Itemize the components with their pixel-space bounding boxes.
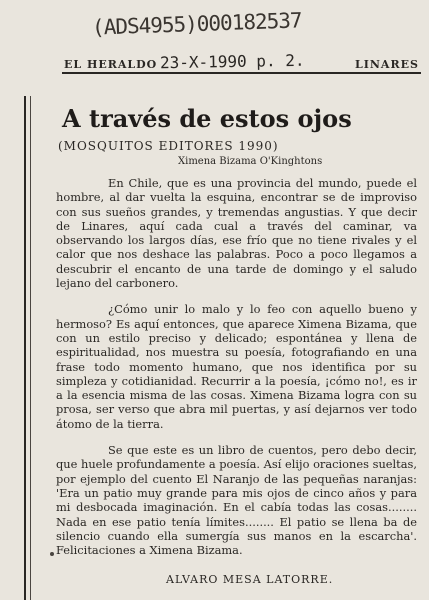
- newspaper-name: EL HERALDO: [64, 58, 158, 71]
- date-handwritten: [160, 51, 305, 73]
- masthead-rule: [62, 72, 421, 74]
- book-author: Ximena Bizama O'Kinghtons: [178, 156, 323, 167]
- article-signature: ALVARO MESA LATORRE.: [166, 573, 334, 586]
- article-body: [56, 176, 417, 569]
- ink-speck: [50, 552, 54, 556]
- city-name: LINARES: [355, 58, 419, 71]
- article-subtitle: (MOSQUITOS EDITORES 1990): [58, 139, 279, 153]
- date-value: 23-X-1990: [159, 51, 247, 73]
- column-rule: [24, 96, 26, 600]
- paragraph: ¿Cómo unir lo malo y lo feo con aquello bueno y hermoso? Es aquí entonces, que aparece Ximena Bizama, que con un estilo preciso y delicado; espontánea y llena de espiritualidad, nos muestra su poesía, fotografiando en una frase todo momento humano, que nos identifica por su simpleza y cotidianidad. Recurrir a la poesía, ¡cómo no!, es ir a la esencia misma de las cosas. Ximena Bizama logra con su prosa, ser verso que abra mil puertas, y así dejarnos ver todo átomo de la tierra.: [56, 302, 417, 431]
- archive-code-handwritten: (ADS4955)000182537: [91, 8, 302, 40]
- article-title: A través de estos ojos: [62, 104, 352, 133]
- column-rule-inner: [30, 96, 31, 600]
- paragraph: Se que este es un libro de cuentos, pero debo decir, que huele profundamente a poesía. Así elijo oraciones sueltas, por ejemplo del cuento El Naranjo de las pequeñas naranjas: 'Era un patio muy grande para mis ojos de cinco años y para mi desbocada imaginación. En el cabía todas las cosas........ Nada en ese patio tenía límites........ El patio se llena ba de silencio cuando ella sumergía sus manos en la escarcha'. Felicitaciones a Ximena Bizama.: [56, 443, 417, 558]
- page-value: p. 2.: [256, 50, 305, 71]
- paragraph: En Chile, que es una provincia del mundo, puede el hombre, al dar vuelta la esquina, encontrar se de improviso con sus sueños grandes, y tremendas angustias. Y que decir de Linares, aquí cada cual a través del caminar, va observando los largos días, ese frío que no tiene rivales y el calor que nos deshace las palabras. Poco a poco llegamos a descubrir el encanto de una tarde de domingo y el saludo lejano del carbonero.: [56, 176, 417, 291]
